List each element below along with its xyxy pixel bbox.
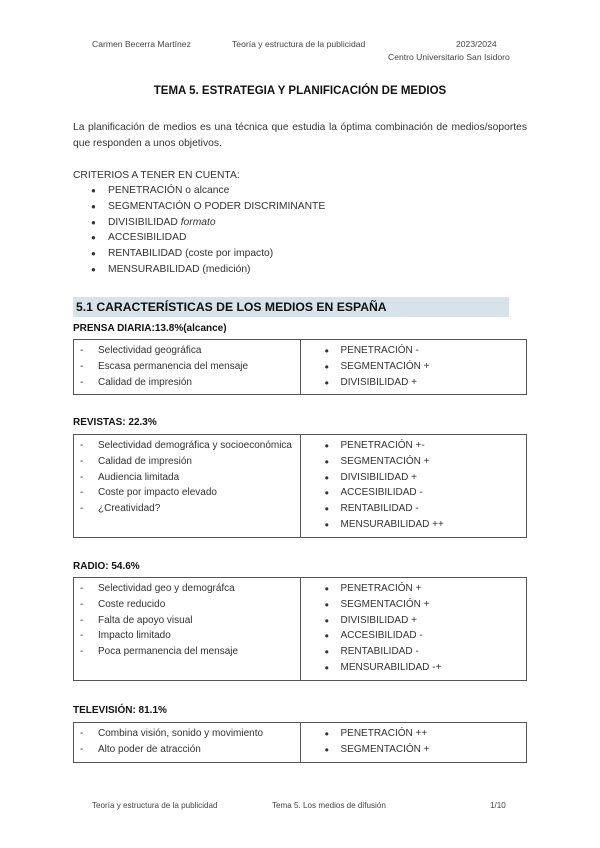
- list-item: - Selectividad geográfica: [74, 343, 300, 359]
- list-item: - Coste por impacto elevado: [74, 485, 300, 501]
- list-item: ● ACCESIBILIDAD -: [301, 628, 527, 644]
- list-item: ● ACCESIBILIDAD -: [301, 485, 527, 501]
- criteria-item: ● PENETRACIÓN o alcance: [91, 183, 325, 199]
- footer-page-number: 1/10: [490, 801, 506, 810]
- list-item: ● SEGMENTACIÓN +: [301, 597, 527, 613]
- media-criteria-cell: [300, 435, 527, 538]
- criteria-list: [91, 183, 325, 278]
- list-item: - Alto poder de atracción: [74, 742, 300, 758]
- list-item: ● RENTABILIDAD -: [301, 501, 527, 517]
- criteria-item: ● DIVISIBILIDAD formato: [91, 215, 325, 231]
- list-item: ● DIVISIBILIDAD +: [301, 470, 527, 486]
- media-table-revistas: [73, 434, 527, 538]
- media-criteria-cell: [300, 578, 527, 681]
- list-item: ● RENTABILIDAD -: [301, 644, 527, 660]
- footer-topic: Tema 5. Los medios de difusión: [272, 801, 386, 810]
- criteria-item: ● SEGMENTACIÓN O PODER DISCRIMINANTE: [91, 199, 325, 215]
- media-label-prensa: PRENSA DIARIA:13.8%(alcance): [73, 323, 227, 334]
- media-criteria-cell: [300, 340, 527, 395]
- list-item: ● DIVISIBILIDAD +: [301, 613, 527, 629]
- list-item: - Audiencia limitada: [74, 470, 300, 486]
- list-item: - Calidad de impresión: [74, 454, 300, 470]
- list-item: ● SEGMENTACIÓN +: [301, 359, 527, 375]
- list-item: - Coste reducido: [74, 597, 300, 613]
- list-item: - Poca permanencia del mensaje: [74, 644, 300, 660]
- media-features-cell: [74, 723, 301, 763]
- list-item: ● MENSURABILIDAD ++: [301, 517, 527, 533]
- list-item: ● DIVISIBILIDAD +: [301, 375, 527, 391]
- list-item: - ¿Creatividad?: [74, 501, 300, 517]
- media-features-cell: [74, 435, 301, 538]
- list-item: ● PENETRACIÓN +-: [301, 438, 527, 454]
- list-item: ● PENETRACIÓN -: [301, 343, 527, 359]
- list-item: - Selectividad geo y demográfca: [74, 581, 300, 597]
- header-author: Carmen Becerra Martínez: [92, 39, 191, 49]
- media-features-cell: [74, 340, 301, 395]
- list-item: - Combina visión, sonido y movimiento: [74, 726, 300, 742]
- media-criteria-cell: [300, 723, 527, 763]
- list-item: ● MENSURABILIDAD -+: [301, 660, 527, 676]
- list-item: - Calidad de impresión: [74, 375, 300, 391]
- media-table-television: [73, 722, 527, 763]
- footer-subject: Teoría y estructura de la publicidad: [92, 801, 218, 810]
- list-item: ● SEGMENTACIÓN +: [301, 454, 527, 470]
- media-label-radio: RADIO: 54.6%: [73, 561, 140, 572]
- list-item: - Impacto limitado: [74, 628, 300, 644]
- media-table-prensa: [73, 339, 527, 395]
- media-label-television: TELEVISIÓN: 81.1%: [73, 705, 167, 716]
- intro-paragraph: La planificación de medios es una técnica que estudia la óptima combinación de medios/soportes que responden a unos objetivos.: [73, 122, 527, 149]
- criteria-item: ● ACCESIBILIDAD: [91, 230, 325, 246]
- list-item: ● SEGMENTACIÓN +: [301, 742, 527, 758]
- criteria-item: ● MENSURABILIDAD (medición): [91, 262, 325, 278]
- list-item: - Selectividad demográfica y socioeconómica: [74, 438, 300, 454]
- header-school: Centro Universitario San Isidoro: [388, 52, 510, 62]
- criteria-heading: CRITERIOS A TENER EN CUENTA:: [73, 170, 240, 181]
- header-year: 2023/2024: [456, 39, 497, 49]
- media-label-revistas: REVISTAS: 22.3%: [73, 417, 157, 428]
- section-title: 5.1 CARACTERÍSTICAS DE LOS MEDIOS EN ESPAÑA: [76, 300, 387, 314]
- header-subject: Teoría y estructura de la publicidad: [232, 39, 366, 49]
- list-item: ● PENETRACIÓN +: [301, 581, 527, 597]
- page-title: TEMA 5. ESTRATEGIA Y PLANIFICACIÓN DE MEDIOS: [153, 85, 447, 97]
- list-item: - Escasa permanencia del mensaje: [74, 359, 300, 375]
- list-item: - Falta de apoyo visual: [74, 613, 300, 629]
- list-item: ● PENETRACIÓN ++: [301, 726, 527, 742]
- criteria-item: ● RENTABILIDAD (coste por impacto): [91, 246, 325, 262]
- media-table-radio: [73, 577, 527, 681]
- media-features-cell: [74, 578, 301, 681]
